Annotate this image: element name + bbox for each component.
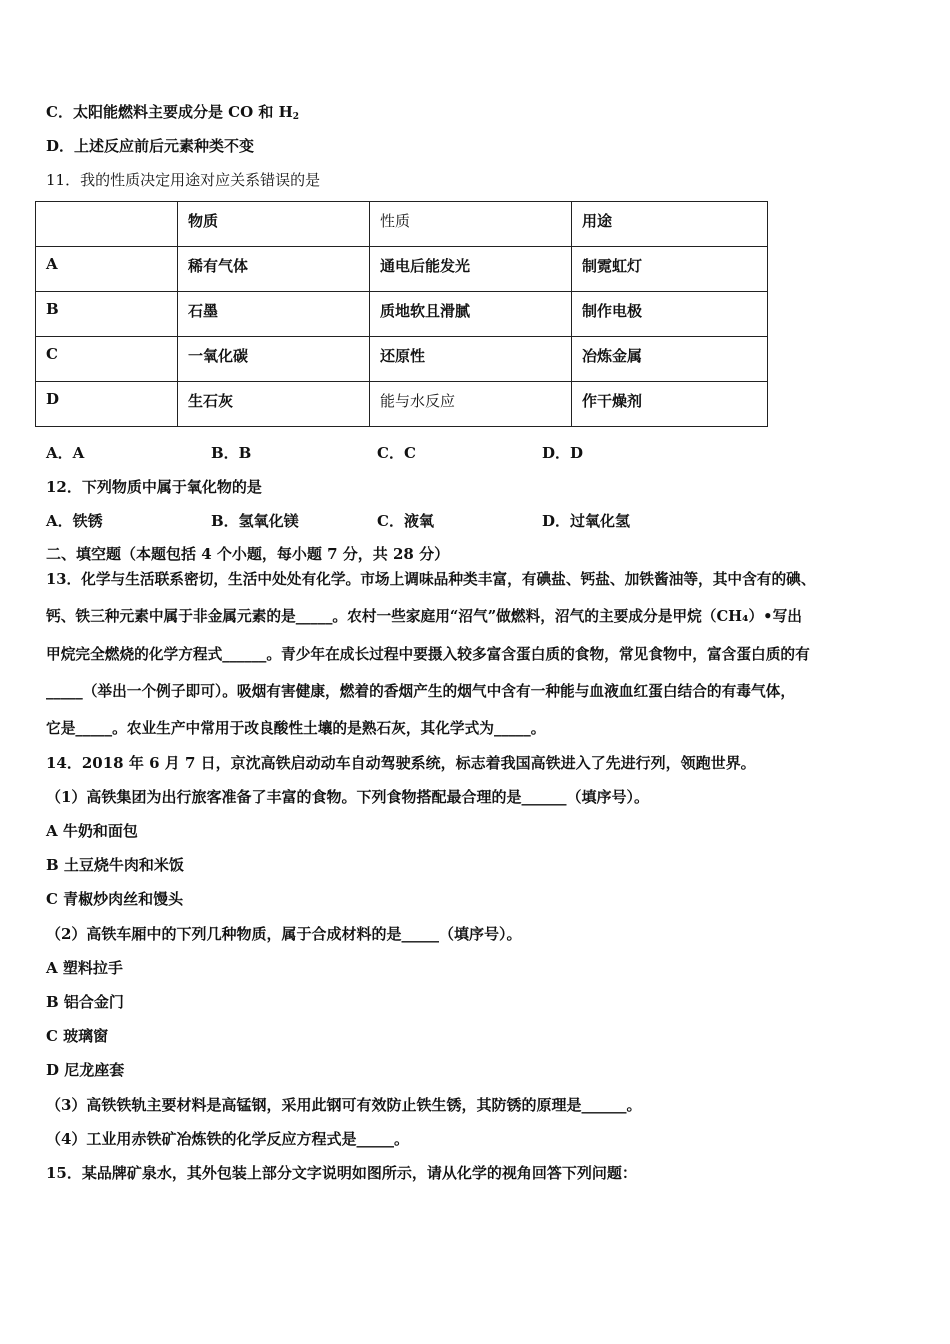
- table-cell: [36, 202, 178, 247]
- q14-part-2-option-c: C 玻璃窗: [46, 1027, 109, 1045]
- q14-part-3: （3）高铁铁轨主要材料是高锰钢，采用此钢可有效防止铁生锈，其防锈的原理是______。: [46, 1096, 642, 1114]
- q12-option-b: B．氢氧化镁: [211, 512, 299, 530]
- q14-stem: 14．2018 年 6 月 7 日，京沈高铁启动动车自动驾驶系统，标志着我国高铁进入了先进行列，领跑世界。: [46, 754, 756, 772]
- table-cell: A: [36, 247, 178, 292]
- table-cell: 性质: [370, 202, 572, 247]
- table-cell: B: [36, 292, 178, 337]
- table-cell: 稀有气体: [178, 247, 370, 292]
- table-cell: 一氧化碳: [178, 337, 370, 382]
- table-cell: 通电后能发光: [370, 247, 572, 292]
- q11-option-c: C．C: [377, 444, 416, 462]
- q13-line-3: 甲烷完全燃烧的化学方程式______。青少年在成长过程中要摄入较多富含蛋白质的食物，常见食物中，富含蛋白质的有: [46, 646, 810, 663]
- table-cell: 冶炼金属: [572, 337, 768, 382]
- q14-part-2-option-b: B 铝合金门: [46, 993, 124, 1011]
- q11-option-a: A．A: [46, 444, 85, 462]
- q13-line-5: 它是_____。农业生产中常用于改良酸性土壤的是熟石灰，其化学式为_____。: [46, 720, 546, 737]
- table-cell: 物质: [178, 202, 370, 247]
- q12-option-a: A．铁锈: [46, 512, 103, 530]
- table-row: [36, 292, 768, 337]
- table-cell: 制作电极: [572, 292, 768, 337]
- section-heading: 二、填空题（本题包括 4 个小题，每小题 7 分，共 28 分）: [46, 545, 450, 563]
- table-cell: C: [36, 337, 178, 382]
- q11-stem: 11．我的性质决定用途对应关系错误的是: [46, 171, 321, 189]
- table-cell: 制霓虹灯: [572, 247, 768, 292]
- table-row: [36, 382, 768, 427]
- q13-line-2: 钙、铁三种元素中属于非金属元素的是_____。农村一些家庭用“沼气”做燃料，沼气的主要成分是甲烷（CH₄）•写出: [46, 608, 802, 625]
- table-cell: 石墨: [178, 292, 370, 337]
- q14-part-1-option-b: B 土豆烧牛肉和米饭: [46, 856, 184, 874]
- q10-option-c: C．太阳能燃料主要成分是 CO 和 $H_2$: [46, 103, 300, 122]
- table-cell: D: [36, 382, 178, 427]
- table-cell: 还原性: [370, 337, 572, 382]
- q14-part-2: （2）高铁车厢中的下列几种物质，属于合成材料的是_____（填序号）。: [46, 925, 522, 943]
- q12-stem: 12．下列物质中属于氧化物的是: [46, 478, 262, 496]
- table-cell: 能与水反应: [370, 382, 572, 427]
- q14-part-1: （1）高铁集团为出行旅客准备了丰富的食物。下列食物搭配最合理的是______（填序号）。: [46, 788, 649, 806]
- q13-line-1: 13．化学与生活联系密切，生活中处处有化学。市场上调味品种类丰富，有碘盐、钙盐、加铁酱油等，其中含有的碘、: [46, 571, 816, 588]
- q12-option-c: C．液氧: [377, 512, 434, 530]
- q11-option-d: D．D: [542, 444, 584, 462]
- q10-option-d: D．上述反应前后元素种类不变: [46, 137, 255, 155]
- q14-part-1-option-a: A 牛奶和面包: [46, 822, 138, 840]
- q14-part-1-option-c: C 青椒炒肉丝和馒头: [46, 890, 184, 908]
- q11-table: [35, 201, 768, 427]
- table-cell: 生石灰: [178, 382, 370, 427]
- q13-line-4: _____（举出一个例子即可）。吸烟有害健康，燃着的香烟产生的烟气中含有一种能与血液血红蛋白结合的有毒气体，: [46, 683, 796, 700]
- q15-stem: 15．某品牌矿泉水，其外包装上部分文字说明如图所示，请从化学的视角回答下列问题：: [46, 1164, 637, 1182]
- table-row: [36, 247, 768, 292]
- q14-part-2-option-d: D 尼龙座套: [46, 1061, 125, 1079]
- table-row: [36, 337, 768, 382]
- table-cell: 质地软且滑腻: [370, 292, 572, 337]
- q14-part-2-option-a: A 塑料拉手: [46, 959, 123, 977]
- table-header-row: [36, 202, 768, 247]
- q14-part-4: （4）工业用赤铁矿冶炼铁的化学反应方程式是_____。: [46, 1130, 409, 1148]
- q12-option-d: D．过氧化氢: [542, 512, 631, 530]
- table-cell: 作干燥剂: [572, 382, 768, 427]
- table-cell: 用途: [572, 202, 768, 247]
- q11-option-b: B．B: [211, 444, 252, 462]
